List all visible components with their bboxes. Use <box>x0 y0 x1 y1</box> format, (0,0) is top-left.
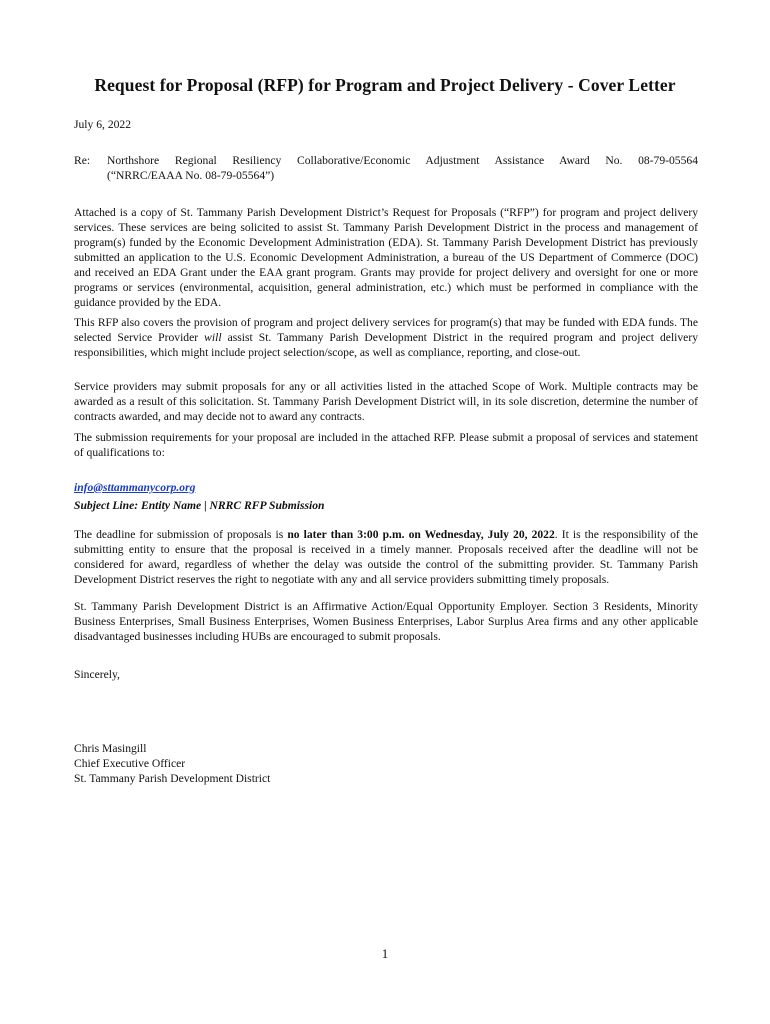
signature-org: St. Tammany Parish Development District <box>74 772 271 785</box>
page-number: 1 <box>381 946 389 961</box>
signature-name: Chris Masingill <box>74 742 147 755</box>
deadline-bold: no later than 3:00 p.m. on Wednesday, July 20, 2022 <box>287 528 555 541</box>
re-label: Re: <box>74 154 91 167</box>
re-subject <box>107 153 698 183</box>
paragraph-service-providers: Service providers may submit proposals for any or all activities listed in the attached Scope of Work. Multiple contracts may be awarded as a result of this solicitation. St. Tammany Parish Development District will, in its sole discretion, determine the number of contracts awarded, and may decide not to award any contracts. <box>74 380 698 423</box>
page-title: Request for Proposal (RFP) for Program and Project Delivery - Cover Letter <box>94 75 676 95</box>
re-line-2: (“NRRC/EAAA No. 08-79-05564”) <box>107 169 275 182</box>
paragraph-submission-requirements: The submission requirements for your proposal are included in the attached RFP. Please submit a proposal of services and statement of qualifications to: <box>74 431 698 459</box>
signature-role: Chief Executive Officer <box>74 757 186 770</box>
paragraph-rfp-coverage-a: This RFP also covers the provision of program and project delivery services for program(s) that may be funded with EDA funds. The selected Service Provider <box>74 316 698 344</box>
paragraph-rfp-coverage-em: will <box>204 331 222 344</box>
paragraph-rfp-coverage <box>74 315 698 360</box>
re-line-1: Northshore Regional Resiliency Collaborative/Economic Adjustment Assistance Award No. 08-79-05564 <box>107 154 698 167</box>
paragraph-rfp-coverage-b: assist St. Tammany Parish Development District in the required program and project delivery responsibilities, which might include project selection/scope, as well as compliance, reporting, and close-out. <box>74 331 698 359</box>
paragraph-equal-opportunity: St. Tammany Parish Development District is an Affirmative Action/Equal Opportunity Employer. Section 3 Residents, Minority Business Enterprises, Small Business Enterprises, Women Business Enterprises, Labor Surplus Area firms and any other applicable disadvantaged businesses including HUBs are encouraged to submit proposals. <box>74 600 698 643</box>
closing: Sincerely, <box>74 668 120 681</box>
signature-block <box>74 741 698 786</box>
paragraph-deadline <box>74 527 698 587</box>
email-link-text[interactable]: info@sttammanycorp.org <box>74 481 196 494</box>
paragraph-deadline-a: The deadline for submission of proposals is <box>74 528 288 541</box>
subject-line: Subject Line: Entity Name | NRRC RFP Submission <box>74 499 325 512</box>
email-link[interactable] <box>74 480 195 495</box>
re-block <box>74 153 698 183</box>
paragraph-deadline-b: . It is the responsibility of the submitting entity to ensure that the proposal is received in a timely manner. Proposals received after the deadline will not be considered for award, regardless of whether the delay was outside the control of the submitting provider. St. Tammany Parish Development District reserves the right to negotiate with any and all service providers submitting timely proposals. <box>74 528 698 586</box>
letter-date: July 6, 2022 <box>74 118 132 131</box>
paragraph-attachment: Attached is a copy of St. Tammany Parish Development District’s Request for Proposals (“RFP”) for program and project delivery services. These services are being solicited to assist St. Tammany Parish Development District in the process and management of program(s) funded by the Economic Development Administration (EDA). St. Tammany Parish Development District has previously submitted an application to the U.S. Economic Development Administration, a bureau of the US Department of Commerce (DOC) and received an EDA Grant under the EAA grant program. Grants may provide for project delivery and oversight for one or more programs or services (environmental, acquisition, general administration, etc.) which must be performed in compliance with the guidance provided by the EDA. <box>74 206 698 309</box>
